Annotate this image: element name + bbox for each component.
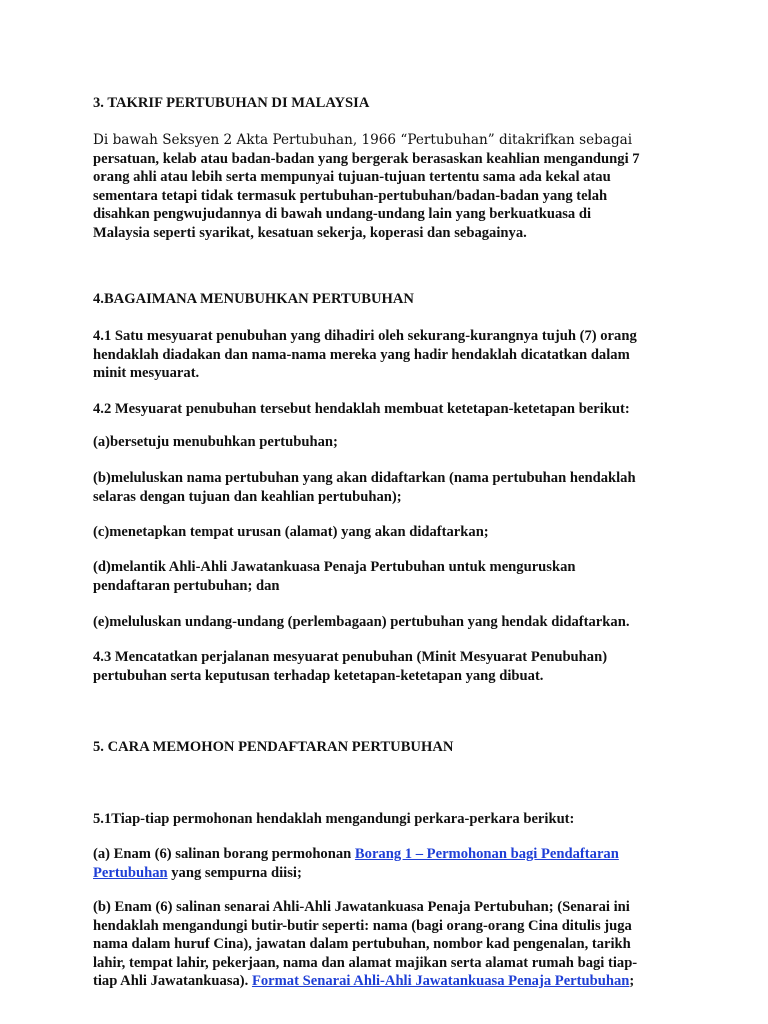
paragraph-line: minit mesyuarat. bbox=[93, 365, 200, 382]
item-line bbox=[93, 864, 683, 883]
item-text: ; bbox=[629, 973, 635, 990]
paragraph-4-3 bbox=[93, 648, 683, 685]
item-c: (c)menetapkan tempat urusan (alamat) yang akan didaftarkan; bbox=[93, 524, 489, 540]
definition-line: persatuan, kelab atau badan-badan yang bergerak berasaskan keahlian mengandungi 7 bbox=[93, 150, 640, 167]
item-line: lahir, tempat lahir, pekerjaan, nama dan alamat majikan serta alamat rumah bagi tiap- bbox=[93, 954, 638, 971]
paragraph-line: 4.3 Mencatatkan perjalanan mesyuarat penubuhan (Minit Mesyuarat Penubuhan) bbox=[93, 649, 608, 665]
item-e: (e)meluluskan undang-undang (perlembagaan) pertubuhan yang hendak didaftarkan. bbox=[93, 614, 630, 630]
item-text: (a) Enam (6) salinan borang permohonan bbox=[93, 846, 355, 862]
borang-1-link[interactable]: Borang 1 – Permohonan bagi Pendaftaran bbox=[354, 846, 619, 862]
item-line: selaras dengan tujuan dan keahlian pertubuhan); bbox=[93, 488, 402, 505]
item-line: (d)melantik Ahli-Ahli Jawatankuasa Penaja Pertubuhan untuk menguruskan bbox=[93, 559, 576, 575]
item-line: (b)meluluskan nama pertubuhan yang akan didaftarkan (nama pertubuhan hendaklah bbox=[93, 470, 636, 486]
definition-line: sementara tetapi tidak termasuk pertubuhan-pertubuhan/badan-badan yang telah bbox=[93, 187, 608, 204]
item-line: nama dalam huruf Cina), jawatan dalam pertubuhan, nombor kad pengenalan, tarikh bbox=[93, 936, 631, 953]
item-5-b bbox=[93, 898, 683, 991]
definition-line: Di bawah Seksyen 2 Akta Pertubuhan, 1966 “Pertubuhan” ditakrifkan sebagai bbox=[93, 132, 633, 148]
item-b bbox=[93, 469, 683, 506]
item-text: yang sempurna diisi; bbox=[167, 864, 302, 881]
item-a: (a)bersetuju menubuhkan pertubuhan; bbox=[93, 434, 338, 450]
item-d bbox=[93, 558, 683, 595]
paragraph-4-2: 4.2 Mesyuarat penubuhan tersebut hendaklah membuat ketetapan-ketetapan berikut: bbox=[93, 401, 630, 417]
paragraph-line: 4.1 Satu mesyuarat penubuhan yang dihadiri oleh sekurang-kurangnya tujuh (7) orang bbox=[93, 328, 637, 344]
section-4-heading: 4.BAGAIMANA MENUBUHKAN PERTUBUHAN bbox=[93, 291, 414, 307]
borang-1-link-continued[interactable]: Pertubuhan bbox=[93, 864, 168, 881]
section-5-heading: 5. CARA MEMOHON PENDAFTARAN PERTUBUHAN bbox=[93, 739, 454, 755]
item-text: tiap Ahli Jawatankuasa). bbox=[93, 973, 252, 990]
definition-line: orang ahli atau lebih serta mempunyai tujuan-tujuan tertentu sama ada kekal atau bbox=[93, 169, 611, 186]
item-line bbox=[93, 845, 683, 864]
item-line: hendaklah mengandungi butir-butir seperti: nama (bagi orang-orang Cina ditulis juga bbox=[93, 917, 632, 934]
definition-line: Malaysia seperti syarikat, kesatuan sekerja, koperasi dan sebagainya. bbox=[93, 224, 527, 241]
format-senarai-link[interactable]: Format Senarai Ahli-Ahli Jawatankuasa Penaja Pertubuhan bbox=[251, 973, 630, 990]
item-line: pendaftaran pertubuhan; dan bbox=[93, 577, 280, 594]
item-5-a bbox=[93, 845, 683, 882]
definition-line: disahkan pengwujudannya di bawah undang-undang lain yang berkuatkuasa di bbox=[93, 206, 592, 223]
paragraph-5-1: 5.1Tiap-tiap permohonan hendaklah mengandungi perkara-perkara berikut: bbox=[93, 811, 575, 827]
section-3-heading: 3. TAKRIF PERTUBUHAN DI MALAYSIA bbox=[93, 95, 370, 111]
paragraph-line: pertubuhan serta keputusan terhadap ketetapan-ketetapan yang dibuat. bbox=[93, 667, 544, 684]
paragraph-4-1 bbox=[93, 327, 683, 383]
item-line bbox=[93, 972, 683, 991]
section-3-definition bbox=[93, 131, 683, 243]
paragraph-line: hendaklah diadakan dan nama-nama mereka yang hadir hendaklah dicatatkan dalam bbox=[93, 346, 630, 363]
item-line: (b) Enam (6) salinan senarai Ahli-Ahli Jawatankuasa Penaja Pertubuhan; (Senarai ini bbox=[93, 899, 630, 915]
